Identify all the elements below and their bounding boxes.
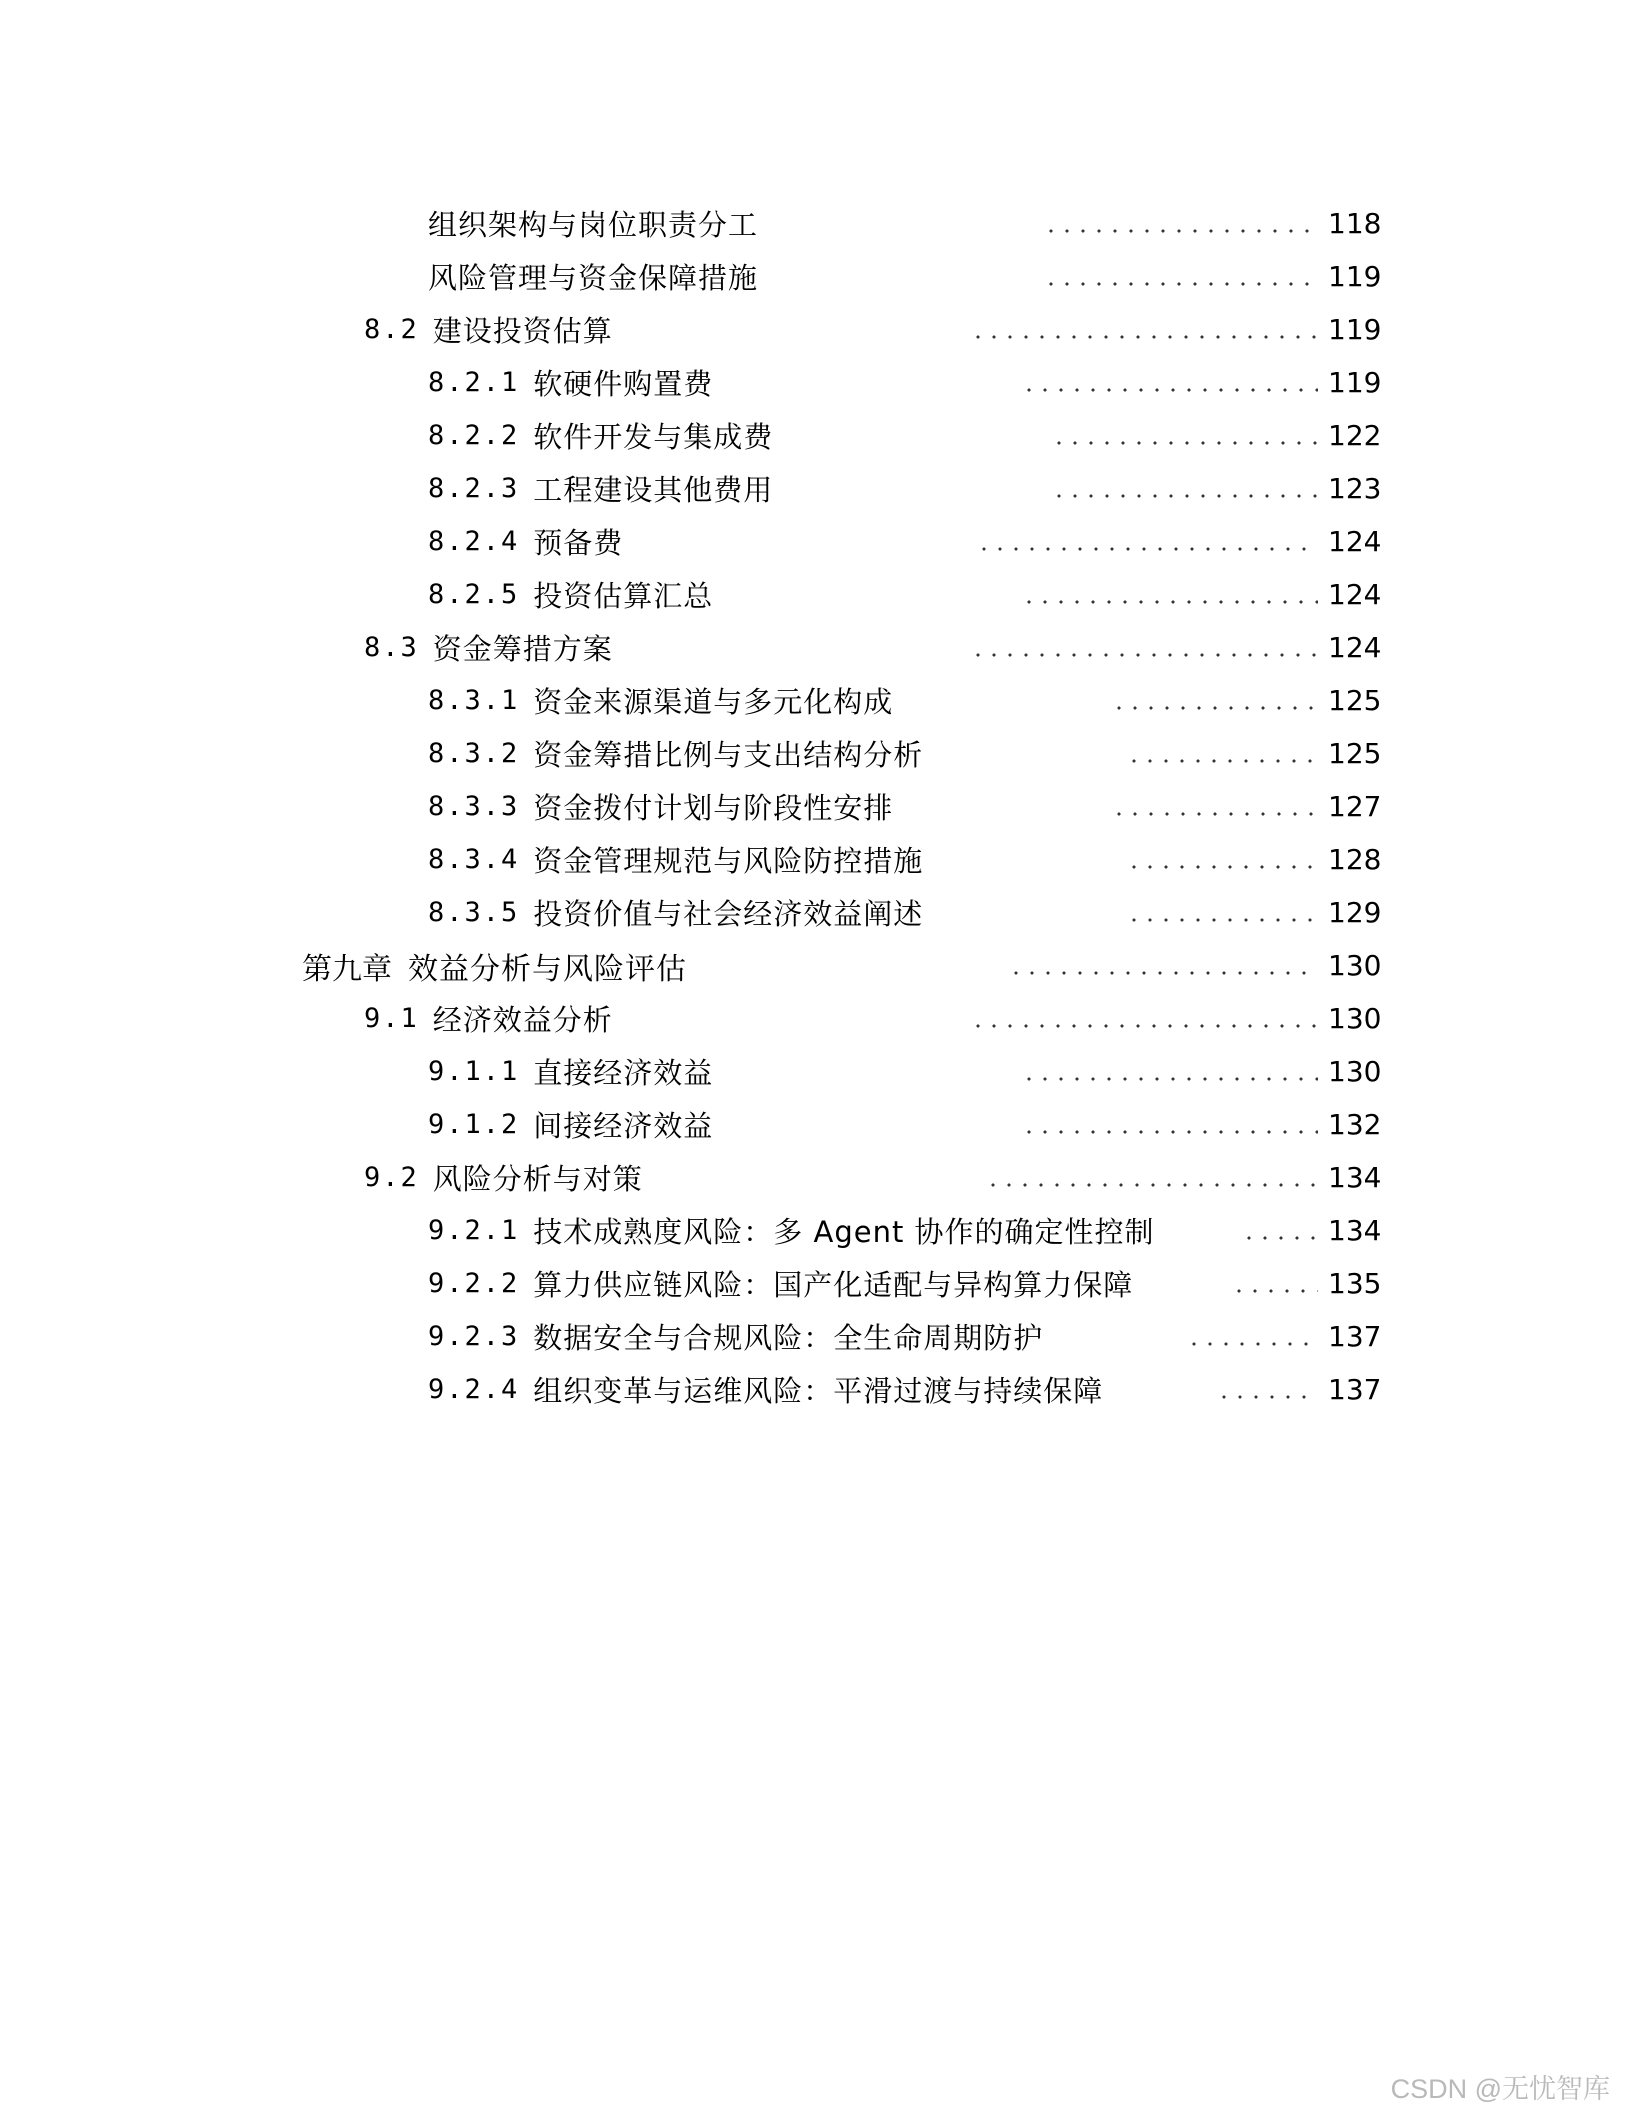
dot-leader: [1111, 812, 1318, 816]
toc-entry-heading: [428, 1316, 1176, 1357]
toc-page-number: 130: [1328, 949, 1382, 982]
toc-page-number: 135: [1328, 1267, 1382, 1300]
toc-entry-heading: [302, 944, 998, 988]
toc-section-number: 8.2.3: [428, 473, 520, 504]
toc-section-number: 9.2: [364, 1162, 419, 1193]
toc-entry-heading: [428, 1263, 1221, 1304]
toc-page-number: 124: [1328, 578, 1382, 611]
toc-section-title: 预备费: [533, 526, 624, 560]
toc-entry[interactable]: [0, 939, 1632, 992]
dot-leader: [1126, 759, 1318, 763]
toc-section-title: 算力供应链风险：国产化适配与异构算力保障: [533, 1268, 1134, 1302]
toc-section-title: 效益分析与风险评估: [408, 951, 687, 987]
toc-entry-heading: [428, 1104, 1011, 1145]
toc-entry-heading: [428, 256, 1033, 297]
toc-entry-heading: [428, 468, 1041, 509]
dot-leader: [1216, 1395, 1318, 1399]
toc-entry[interactable]: [0, 674, 1632, 727]
dot-leader: [1021, 1077, 1318, 1081]
dot-leader: [970, 1024, 1318, 1028]
toc-entry-content: [428, 733, 1380, 774]
toc-section-number: 9.2.3: [428, 1321, 520, 1352]
toc-entry[interactable]: [0, 303, 1632, 356]
toc-section-number: 9.2.1: [428, 1215, 520, 1246]
toc-entry-heading: [428, 521, 966, 562]
toc-section-title: 资金拨付计划与阶段性安排: [533, 791, 894, 825]
toc-section-title: 软件开发与集成费: [533, 420, 774, 454]
dot-leader: [1008, 971, 1319, 975]
toc-page-number: 124: [1328, 631, 1382, 664]
toc-section-number: 8.2.5: [428, 579, 520, 610]
toc-page-number: 123: [1328, 472, 1382, 505]
toc-entry-heading: [428, 733, 1116, 774]
toc-section-number: 第九章: [302, 951, 392, 987]
toc-entry[interactable]: [0, 409, 1632, 462]
table-of-contents: [0, 197, 1632, 1416]
toc-section-title: 风险管理与资金保障措施: [428, 261, 759, 295]
toc-page-number: 118: [1328, 207, 1382, 240]
toc-section-number: 8.2.1: [428, 367, 520, 398]
toc-entry-content: [364, 1157, 1380, 1198]
toc-page-number: 134: [1328, 1161, 1382, 1194]
toc-entry-heading: [428, 680, 1101, 721]
toc-entry-content: [428, 521, 1380, 562]
toc-page-number: 119: [1328, 366, 1382, 399]
toc-entry-content: [428, 1210, 1380, 1251]
toc-entry-heading: [364, 627, 960, 668]
dot-leader: [1126, 918, 1318, 922]
toc-page-number: 119: [1328, 260, 1382, 293]
toc-entry[interactable]: [0, 621, 1632, 674]
toc-section-title: 组织变革与运维风险：平滑过渡与持续保障: [533, 1374, 1104, 1408]
dot-leader: [1186, 1342, 1318, 1346]
toc-section-number: 8.3.4: [428, 844, 520, 875]
toc-entry-content: [428, 1104, 1380, 1145]
toc-section-number: 8.2.2: [428, 420, 520, 451]
toc-section-title: 资金管理规范与风险防控措施: [533, 844, 924, 878]
dot-leader: [970, 653, 1318, 657]
toc-page-number: 137: [1328, 1320, 1382, 1353]
toc-page-number: 122: [1328, 419, 1382, 452]
toc-page-number: 119: [1328, 313, 1382, 346]
toc-entry-content: [428, 1316, 1380, 1357]
toc-page-number: 127: [1328, 790, 1382, 823]
dot-leader: [985, 1183, 1318, 1187]
dot-leader: [1231, 1289, 1318, 1293]
toc-entry-heading: [428, 362, 1011, 403]
toc-entry[interactable]: [0, 1363, 1632, 1416]
toc-entry-heading: [428, 415, 1041, 456]
toc-entry-heading: [428, 839, 1116, 880]
toc-entry[interactable]: [0, 886, 1632, 939]
toc-entry[interactable]: [0, 462, 1632, 515]
toc-section-title: 组织架构与岗位职责分工: [428, 208, 759, 242]
toc-entry[interactable]: [0, 515, 1632, 568]
toc-entry-content: [428, 256, 1380, 297]
toc-entry-content: [428, 574, 1380, 615]
toc-page-number: 129: [1328, 896, 1382, 929]
toc-entry-content: [364, 309, 1380, 350]
toc-page-number: 132: [1328, 1108, 1382, 1141]
dot-leader: [1051, 494, 1318, 498]
toc-section-number: 8.3.3: [428, 791, 520, 822]
toc-entry-content: [428, 468, 1380, 509]
toc-entry-heading: [428, 1369, 1206, 1410]
toc-page-number: 124: [1328, 525, 1382, 558]
toc-entry[interactable]: [0, 1310, 1632, 1363]
dot-leader: [1043, 282, 1318, 286]
toc-entry-content: [364, 627, 1380, 668]
toc-section-number: 9.2.2: [428, 1268, 520, 1299]
toc-section-title: 资金筹措比例与支出结构分析: [533, 738, 924, 772]
toc-entry[interactable]: [0, 992, 1632, 1045]
toc-section-title: 软硬件购置费: [533, 367, 714, 401]
toc-entry-content: [428, 1369, 1380, 1410]
dot-leader: [976, 547, 1318, 551]
toc-section-title: 投资估算汇总: [533, 579, 714, 613]
toc-section-number: 8.3.5: [428, 897, 520, 928]
toc-entry[interactable]: [0, 1098, 1632, 1151]
toc-entry-content: [428, 786, 1380, 827]
toc-section-title: 间接经济效益: [533, 1109, 714, 1143]
toc-entry-content: [428, 362, 1380, 403]
toc-entry-content: [364, 998, 1380, 1039]
toc-entry-heading: [428, 203, 1033, 244]
toc-section-title: 数据安全与合规风险：全生命周期防护: [533, 1321, 1044, 1355]
toc-page-number: 134: [1328, 1214, 1382, 1247]
toc-entry[interactable]: [0, 780, 1632, 833]
toc-page-number: 137: [1328, 1373, 1382, 1406]
toc-entry[interactable]: [0, 1045, 1632, 1098]
toc-entry-content: [428, 1051, 1380, 1092]
toc-entry[interactable]: [0, 250, 1632, 303]
toc-section-number: 8.3: [364, 632, 419, 663]
toc-section-number: 8.2: [364, 314, 419, 345]
toc-section-title: 投资价值与社会经济效益阐述: [533, 897, 924, 931]
toc-entry[interactable]: [0, 197, 1632, 250]
toc-section-number: 9.2.4: [428, 1374, 520, 1405]
toc-section-number: 8.3.1: [428, 685, 520, 716]
toc-entry[interactable]: [0, 356, 1632, 409]
toc-entry-heading: [428, 786, 1101, 827]
dot-leader: [1241, 1236, 1318, 1240]
dot-leader: [1021, 1130, 1318, 1134]
dot-leader: [1021, 388, 1318, 392]
toc-entry-heading: [428, 892, 1116, 933]
toc-section-title: 直接经济效益: [533, 1056, 714, 1090]
toc-section-title: 工程建设其他费用: [533, 473, 774, 507]
toc-entry[interactable]: [0, 1204, 1632, 1257]
toc-entry[interactable]: [0, 727, 1632, 780]
toc-section-number: 9.1.1: [428, 1056, 520, 1087]
toc-entry[interactable]: [0, 568, 1632, 621]
toc-section-title: 资金来源渠道与多元化构成: [533, 685, 894, 719]
dot-leader: [1051, 441, 1318, 445]
toc-section-number: 8.3.2: [428, 738, 520, 769]
toc-entry-content: [428, 680, 1380, 721]
toc-entry[interactable]: [0, 1257, 1632, 1310]
toc-page-number: 130: [1328, 1002, 1382, 1035]
toc-entry-content: [428, 892, 1380, 933]
toc-entry-heading: [364, 1157, 975, 1198]
toc-entry-content: [428, 1263, 1380, 1304]
toc-section-title: 技术成熟度风险：多 Agent 协作的确定性控制: [533, 1215, 1155, 1249]
toc-section-number: 9.1.2: [428, 1109, 520, 1140]
toc-entry-heading: [428, 1051, 1011, 1092]
toc-entry-content: [428, 415, 1380, 456]
toc-section-title: 风险分析与对策: [432, 1162, 643, 1196]
toc-entry-content: [428, 839, 1380, 880]
toc-entry-heading: [364, 309, 960, 350]
toc-entry-heading: [428, 1210, 1231, 1251]
dot-leader: [1111, 706, 1318, 710]
toc-entry-content: [302, 944, 1380, 988]
toc-section-title: 建设投资估算: [432, 314, 613, 348]
dot-leader: [1043, 229, 1318, 233]
toc-entry-heading: [364, 998, 960, 1039]
toc-entry-heading: [428, 574, 1011, 615]
dot-leader: [1126, 865, 1318, 869]
toc-section-number: 8.2.4: [428, 526, 520, 557]
dot-leader: [970, 335, 1318, 339]
toc-page-number: 125: [1328, 737, 1382, 770]
watermark: CSDN @无忧智库: [1390, 2074, 1610, 2104]
toc-page-number: 130: [1328, 1055, 1382, 1088]
toc-section-title: 资金筹措方案: [432, 632, 613, 666]
toc-entry-content: [428, 203, 1380, 244]
toc-section-number: 9.1: [364, 1003, 419, 1034]
toc-entry[interactable]: [0, 833, 1632, 886]
dot-leader: [1021, 600, 1318, 604]
toc-page-number: 125: [1328, 684, 1382, 717]
toc-entry[interactable]: [0, 1151, 1632, 1204]
toc-page-number: 128: [1328, 843, 1382, 876]
toc-section-title: 经济效益分析: [432, 1003, 613, 1037]
